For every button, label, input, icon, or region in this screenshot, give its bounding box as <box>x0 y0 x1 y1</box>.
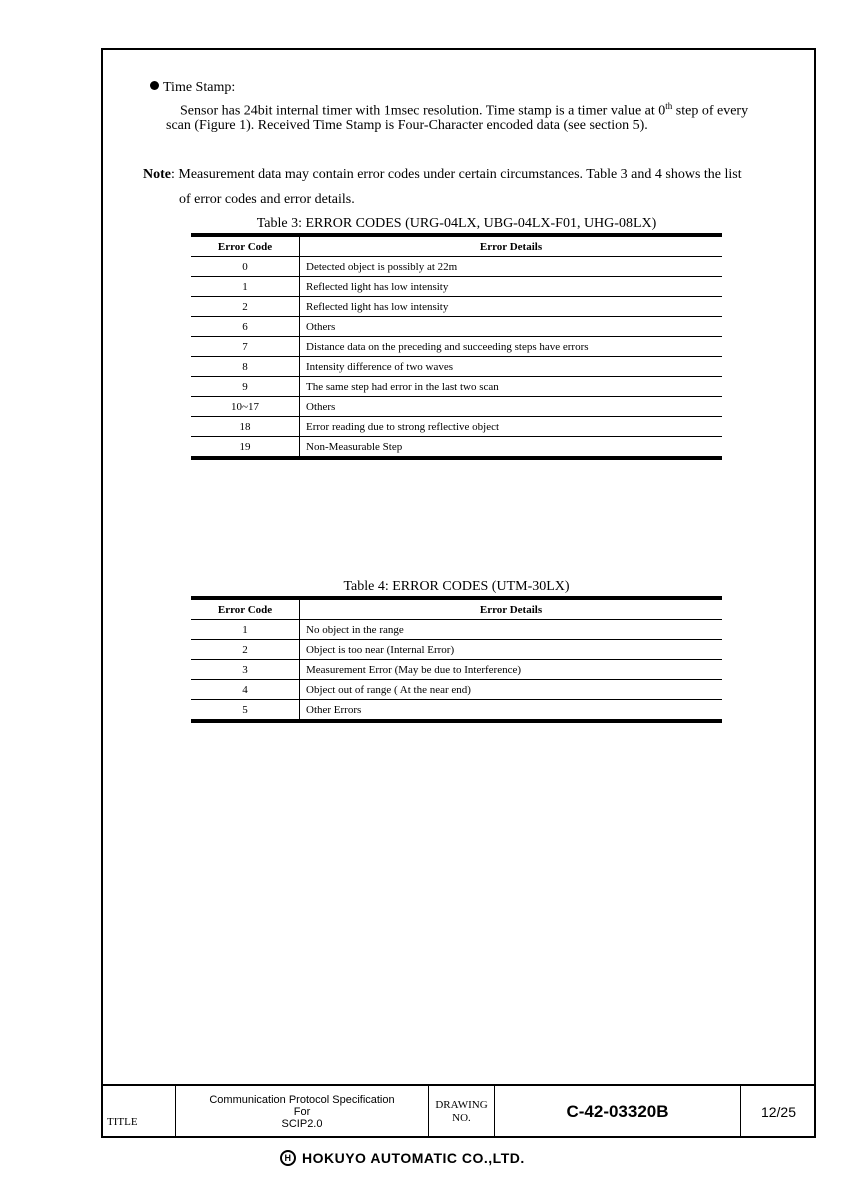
error-details-cell: Non-Measurable Step <box>306 440 403 453</box>
error-details-cell: Measurement Error (May be due to Interference) <box>300 660 723 680</box>
time-stamp-heading: Time Stamp: <box>150 80 235 96</box>
error-details-cell: Reflected light has low intensity <box>300 297 723 317</box>
header-error-code: Error Code <box>191 235 300 257</box>
header-error-details: Error Details <box>300 598 723 620</box>
hokuyo-logo-icon: H <box>280 1150 296 1166</box>
table-row <box>191 660 722 680</box>
note-line-2: of error codes and error details. <box>179 192 355 207</box>
table-row <box>191 700 722 722</box>
header-error-details: Error Details <box>300 235 723 257</box>
error-code-cell: 10~17 <box>191 397 300 417</box>
error-details-cell: Detected object is possibly at 22m <box>300 257 723 277</box>
bullet-icon <box>150 81 159 90</box>
error-code-cell: 0 <box>191 257 300 277</box>
error-code-cell: 1 <box>191 620 300 640</box>
time-stamp-line-1: Sensor has 24bit internal timer with 1msec resolution. Time stamp is a timer value at 0th step of every <box>180 101 749 119</box>
error-details-cell: Reflected light has low intensity <box>300 277 723 297</box>
table-row <box>191 337 722 357</box>
error-details-cell: Object out of range ( At the near end) <box>300 680 723 700</box>
table-row <box>191 257 722 277</box>
error-code-cell: 5 <box>191 700 300 722</box>
drawing-number: C-42-03320B <box>495 1086 741 1138</box>
table-header-row <box>191 598 722 620</box>
page-number: 12/25 <box>760 1104 797 1120</box>
error-details-cell: Distance data on the preceding and succeeding steps have errors <box>300 337 723 357</box>
table-row <box>191 357 722 377</box>
error-code-cell: 7 <box>191 337 300 357</box>
error-code-cell: 1 <box>191 277 300 297</box>
table-row <box>191 680 722 700</box>
error-code-cell: 9 <box>191 377 300 397</box>
table-row <box>191 277 722 297</box>
table-header-row <box>191 235 722 257</box>
error-code-cell: 19 <box>191 437 300 459</box>
table3-error-codes <box>191 233 722 460</box>
table-row <box>191 640 722 660</box>
error-code-cell: 2 <box>191 640 300 660</box>
document-title: Communication Protocol Specification For SCIP2.0 <box>176 1086 429 1138</box>
table-row <box>191 397 722 417</box>
error-details-cell: Others <box>300 317 723 337</box>
error-code-cell: 6 <box>191 317 300 337</box>
table3-caption: Table 3: ERROR CODES (URG-04LX, UBG-04LX-F01, UHG-08LX) <box>256 216 657 231</box>
table-row <box>191 437 722 459</box>
title-block <box>101 1084 816 1138</box>
error-details-cell: Intensity difference of two waves <box>300 357 723 377</box>
error-code-cell: 8 <box>191 357 300 377</box>
table-row <box>191 377 722 397</box>
error-details-cell: Error reading due to strong reflective object <box>300 417 723 437</box>
title-label: TITLE <box>101 1086 176 1138</box>
drawing-no-label: DRAWING NO. <box>429 1086 495 1138</box>
table4-error-codes <box>191 596 722 723</box>
table-row <box>191 417 722 437</box>
table-row <box>191 620 722 640</box>
error-code-cell: 3 <box>191 660 300 680</box>
error-details-cell: The same step had error in the last two scan <box>300 377 723 397</box>
company-logo <box>280 1148 525 1168</box>
error-details-cell: Object is too near (Internal Error) <box>300 640 723 660</box>
error-code-cell: 18 <box>191 417 300 437</box>
error-details-cell: Other Errors <box>306 703 362 716</box>
table4-caption: Table 4: ERROR CODES (UTM-30LX) <box>343 579 570 594</box>
time-stamp-line-2: scan (Figure 1). Received Time Stamp is Four-Character encoded data (see section 5). <box>166 118 648 133</box>
table-row <box>191 317 722 337</box>
note-label: Note <box>143 167 171 182</box>
company-name: HOKUYO AUTOMATIC CO.,LTD. <box>302 1150 525 1166</box>
header-error-code: Error Code <box>191 598 300 620</box>
error-details-cell: Others <box>300 397 723 417</box>
table-row <box>191 297 722 317</box>
note-line-1: Note: Measurement data may contain error codes under certain circumstances. Table 3 and 4 shows the list <box>143 167 742 182</box>
error-code-cell: 2 <box>191 297 300 317</box>
error-code-cell: 4 <box>191 680 300 700</box>
error-details-cell: No object in the range <box>300 620 723 640</box>
